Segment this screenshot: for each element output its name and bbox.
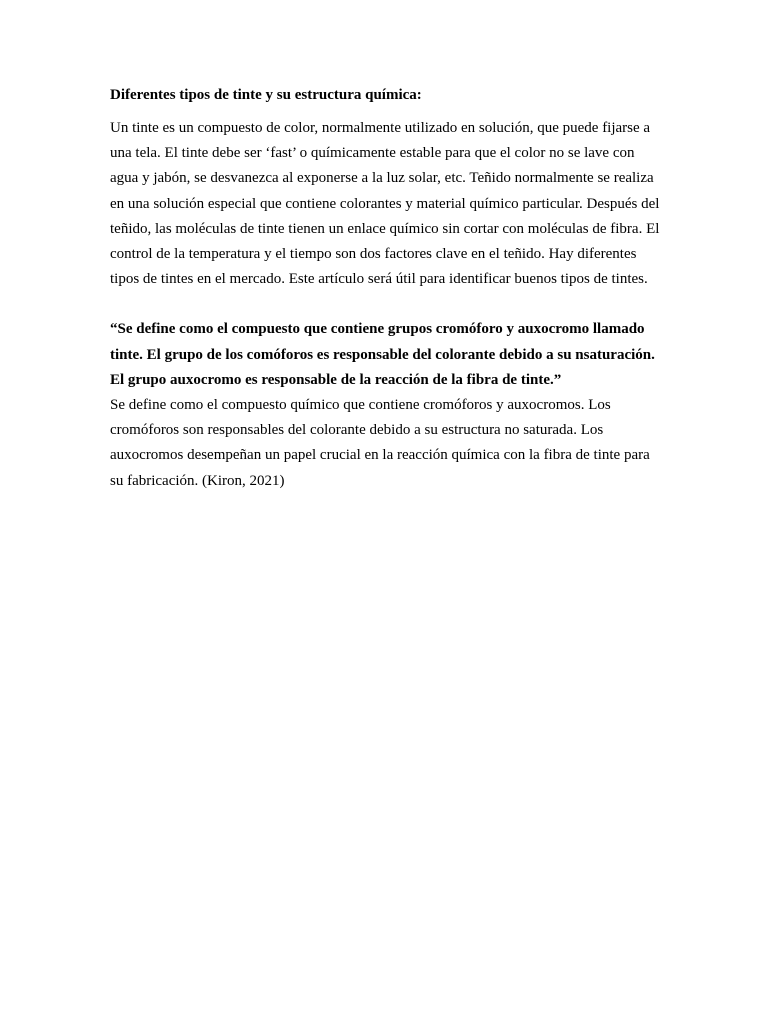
quote-paragraph: “Se define como el compuesto que contiene grupos cromóforo y auxocromo llamado tinte. El grupo de los comóforos es responsable del colorante debido a su nsaturación. El grupo auxocromo es responsable de la reacción de la fibra de tinte.” bbox=[110, 321, 655, 388]
paragraph-spacer bbox=[110, 292, 662, 317]
intro-paragraph: Un tinte es un compuesto de color, normalmente utilizado en solución, que puede fijarse a una tela. El tinte debe ser ‘fast’ o químicamente estable para que el color no se lave con agua y jabón, se desvanezca al exponerse a la luz solar, etc. Teñido normalmente se realiza en una solución especial que contiene colorantes y material químico particular. Después del teñido, las moléculas de tinte tienen un enlace químico sin cortar con moléculas de fibra. El control de la temperatura y el tiempo son dos factores clave en el teñido. Hay diferentes tipos de tintes en el mercado. Este artículo será útil para identificar buenos tipos de tintes. bbox=[110, 120, 660, 288]
explanation-paragraph: Se define como el compuesto químico que contiene cromóforos y auxocromos. Los cromóforos son responsables del colorante debido a su estructura no saturada. Los auxocromos desempeñan un papel crucial en la reacción química con la fibra de tinte para su fabricación. (Kiron, 2021) bbox=[110, 397, 650, 489]
document-heading: Diferentes tipos de tinte y su estructura química: bbox=[110, 87, 422, 103]
document-body bbox=[110, 84, 662, 494]
